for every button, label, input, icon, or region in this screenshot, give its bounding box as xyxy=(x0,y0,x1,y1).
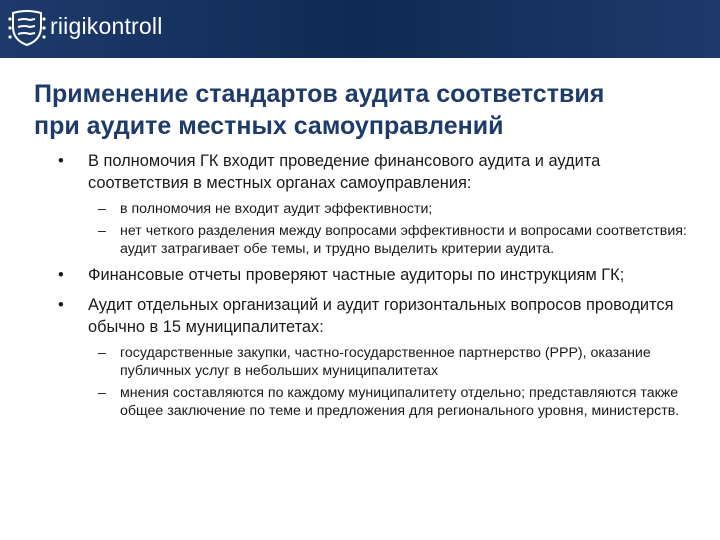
bullet-marker: • xyxy=(58,266,64,284)
estonian-coat-of-arms-icon xyxy=(8,9,46,47)
sub-bullet-item xyxy=(98,222,698,258)
sub-bullet-marker: – xyxy=(98,201,106,217)
slide-content xyxy=(58,150,698,426)
bullet-text: Финансовые отчеты проверяют частные аудиторы по инструкциям ГК; xyxy=(88,266,625,284)
bullet-marker: • xyxy=(58,296,64,314)
header-bar xyxy=(0,0,720,58)
bullet-text: Аудит отдельных организаций и аудит горизонтальных вопросов проводится обычно в 15 муниципалитетах: xyxy=(88,296,674,336)
slide-title-line-1: Применение стандартов аудита соответствия xyxy=(34,80,605,108)
bullet-item xyxy=(58,294,698,338)
sub-bullet-text: государственные закупки, частно-государственное партнерство (PPP), оказание публичных услуг в небольших муниципалитетах xyxy=(120,345,651,379)
bullet-item xyxy=(58,264,698,286)
bullet-text: В полномочия ГК входит проведение финансового аудита и аудита соответствия в местных органах самоуправления: xyxy=(88,152,601,192)
sub-list xyxy=(98,200,698,258)
slide-title-line-2: при аудите местных самоуправлений xyxy=(34,112,504,140)
sub-list xyxy=(98,344,698,420)
sub-bullet-marker: – xyxy=(98,223,106,239)
sub-bullet-item xyxy=(98,344,698,380)
slide-title xyxy=(34,78,704,142)
sub-bullet-item xyxy=(98,384,698,420)
sub-bullet-text: в полномочия не входит аудит эффективности; xyxy=(120,201,433,217)
brand-name: riigikontroll xyxy=(50,13,163,39)
sub-bullet-marker: – xyxy=(98,345,106,361)
sub-bullet-item xyxy=(98,200,698,218)
sub-bullet-text: нет четкого разделения между вопросами эффективности и вопросами соответствия: аудит затрагивает обе темы, и трудно выделить критерии аудита. xyxy=(120,223,687,257)
bullet-item xyxy=(58,150,698,194)
bullet-marker: • xyxy=(58,152,64,170)
sub-bullet-marker: – xyxy=(98,385,106,401)
sub-bullet-text: мнения составляются по каждому муниципалитету отдельно; представляются также общее заключение по теме и предложения для регионального уровня, министерств. xyxy=(120,385,680,419)
